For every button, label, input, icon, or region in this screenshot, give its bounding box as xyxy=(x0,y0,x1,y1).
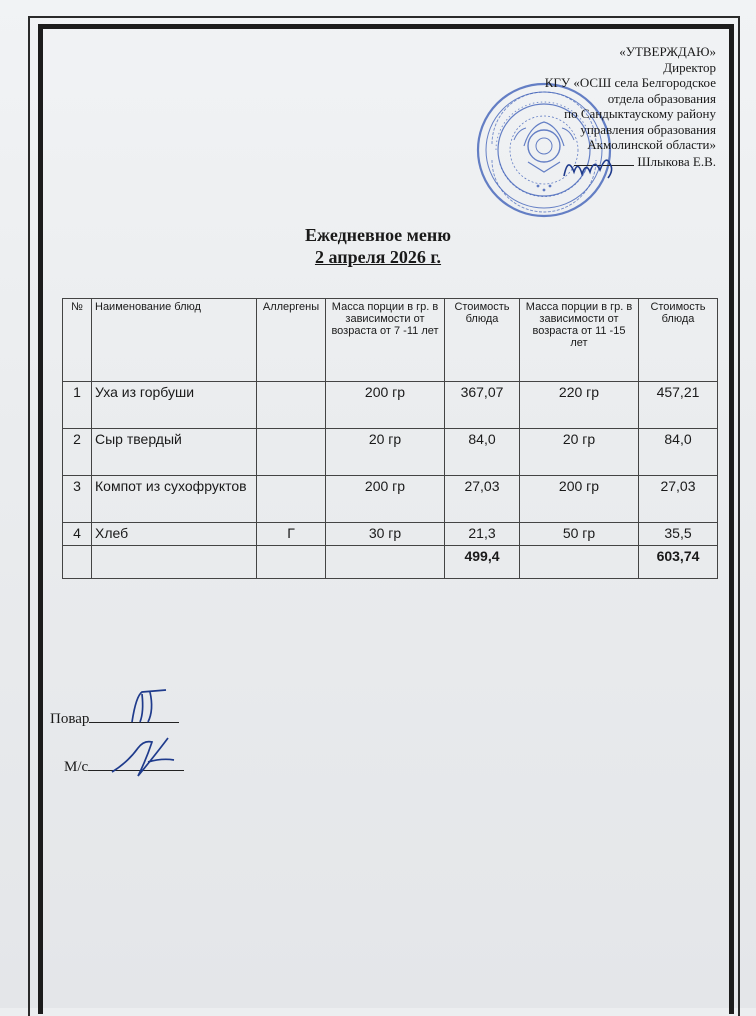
cell-price-2: 84,0 xyxy=(639,429,718,476)
cell-allergens xyxy=(257,476,326,523)
cell-price-2: 27,03 xyxy=(639,476,718,523)
page-title: Ежедневное меню xyxy=(305,225,451,245)
cell-price-2: 35,5 xyxy=(639,523,718,546)
header-price-1: Стоимость блюда xyxy=(445,299,520,382)
cell-num: 1 xyxy=(63,382,92,429)
cook-signature-icon xyxy=(122,686,178,726)
table-header-row xyxy=(63,299,718,382)
cell-num: 4 xyxy=(63,523,92,546)
header-price-2: Стоимость блюда xyxy=(639,299,718,382)
cell-mass-1: 20 гр xyxy=(326,429,445,476)
cell-allergens: Г xyxy=(257,523,326,546)
director-name: Шлыкова Е.В. xyxy=(637,153,716,169)
nurse-label: М/с xyxy=(64,759,89,775)
table-row xyxy=(63,429,718,476)
cell-dish-name: Сыр твердый xyxy=(92,429,257,476)
header-dish-name: Наименование блюд xyxy=(92,299,257,382)
cell-mass-1: 200 гр xyxy=(326,382,445,429)
cell-price-2: 457,21 xyxy=(639,382,718,429)
total-price-2: 603,74 xyxy=(639,546,718,579)
cell-dish-name: Компот из сухофруктов xyxy=(92,476,257,523)
table-row xyxy=(63,382,718,429)
cell-mass-1: 200 гр xyxy=(326,476,445,523)
header-mass-7-11: Масса порции в гр. в зависимости от возраста от 7 -11 лет xyxy=(326,299,445,382)
menu-title-block xyxy=(0,224,756,268)
cell-allergens xyxy=(257,429,326,476)
director-signature-icon xyxy=(560,150,620,186)
approval-line: «УТВЕРЖДАЮ» xyxy=(619,44,716,59)
approval-line: отдела образования xyxy=(607,90,716,106)
menu-table xyxy=(62,298,718,579)
approval-line: по Сандыктаускому району xyxy=(564,106,716,121)
approval-line: Директор xyxy=(663,59,716,75)
cell-price-1: 21,3 xyxy=(445,523,520,546)
table-row xyxy=(63,476,718,523)
nurse-signature-icon xyxy=(108,732,178,782)
header-num: № xyxy=(63,299,92,382)
menu-date: 2 апреля 2026 г. xyxy=(314,247,442,267)
table-row xyxy=(63,523,718,546)
cell-mass-2: 20 гр xyxy=(520,429,639,476)
total-price-1: 499,4 xyxy=(445,546,520,579)
cook-label: Повар xyxy=(50,711,90,727)
header-mass-11-15: Масса порции в гр. в зависимости от возраста от 11 -15 лет xyxy=(520,299,639,382)
cell-price-1: 84,0 xyxy=(445,429,520,476)
approval-line: Акмолинской области» xyxy=(587,137,716,152)
cell-num: 2 xyxy=(63,429,92,476)
cell-num: 3 xyxy=(63,476,92,523)
cell-price-1: 27,03 xyxy=(445,476,520,523)
header-allergens: Аллергены xyxy=(257,299,326,382)
cell-mass-2: 50 гр xyxy=(520,523,639,546)
cell-mass-2: 220 гр xyxy=(520,382,639,429)
approval-line: управления образования xyxy=(580,121,716,137)
cell-price-1: 367,07 xyxy=(445,382,520,429)
table-total-row xyxy=(63,546,718,579)
cell-mass-1: 30 гр xyxy=(326,523,445,546)
cell-allergens xyxy=(257,382,326,429)
cell-dish-name: Хлеб xyxy=(92,523,257,546)
approval-line: КГУ «ОСШ села Белгородское xyxy=(544,75,716,90)
cell-dish-name: Уха из горбуши xyxy=(92,382,257,429)
cell-mass-2: 200 гр xyxy=(520,476,639,523)
